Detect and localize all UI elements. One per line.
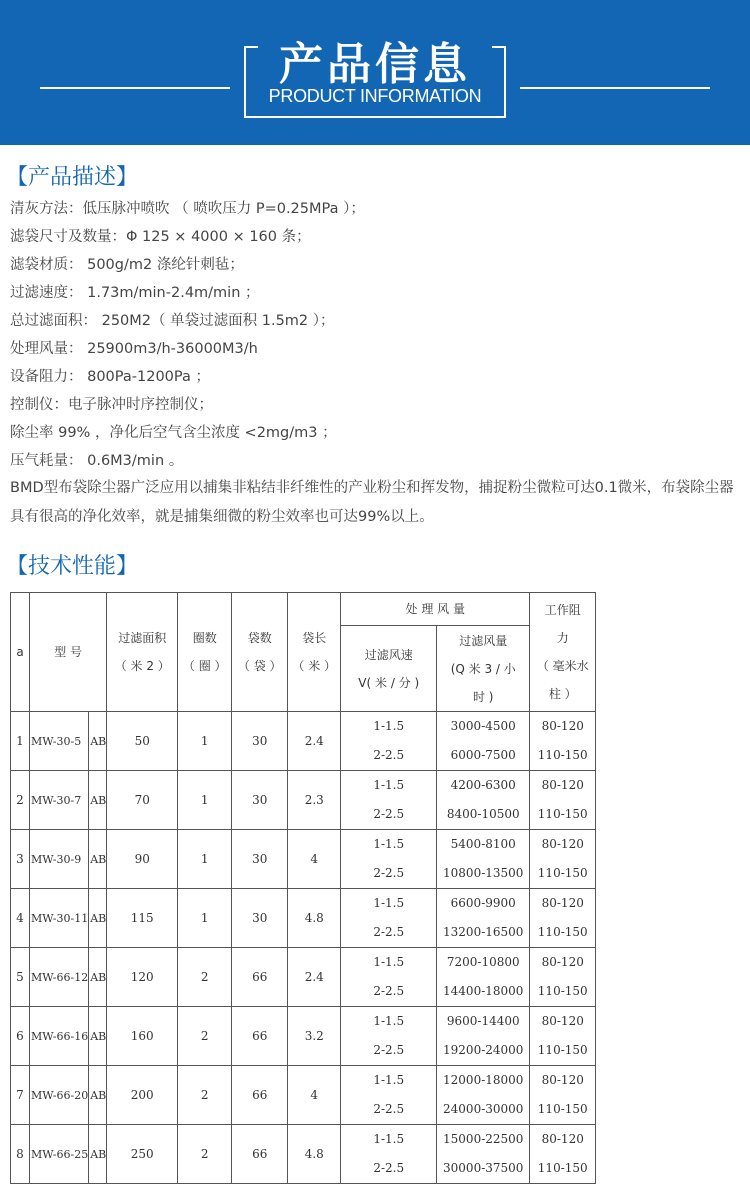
speed-a: 1-1.5 [373,719,405,733]
table-row [11,771,596,830]
header-banner [0,0,750,145]
cell-area: 50 [107,712,178,771]
air-a: 12000-18000 [443,1073,524,1087]
cell-area: 250 [107,1125,178,1184]
desc-line: 滤袋尺寸及数量：Φ 125 × 4000 × 160 条； [10,229,311,245]
speed-b: 2-2.5 [373,748,405,762]
cell-index: 4 [11,889,30,948]
header-area-line1: 过滤面积 [118,631,167,645]
spec-table [10,592,596,1184]
air-b: 8400-10500 [446,807,520,821]
header-air-line2: (Q 米 3 / 小 [450,661,516,676]
air-b: 10800-13500 [443,866,524,880]
cell-length: 4.8 [288,1125,341,1184]
desc-line: 处理风量： 25900m3/h-36000M3/h [10,341,258,357]
cell-length: 4.8 [288,889,341,948]
cell-rings: 1 [178,830,232,889]
desc-line: 滤袋材质： 500g/m2 涤纶针刺毡； [10,257,244,273]
header-index: a [11,593,30,712]
cell-airflow [437,1125,530,1184]
cell-length: 2.4 [288,712,341,771]
header-res-line1: 工作阻 [544,603,581,617]
speed-a: 1-1.5 [373,1132,405,1146]
header-speed-line2: V( 米 / 分 ) [358,675,420,690]
cell-area: 120 [107,948,178,1007]
cell-speed [341,1125,437,1184]
cell-area: 90 [107,830,178,889]
table-row [11,1125,596,1184]
cell-speed [341,948,437,1007]
cell-index: 7 [11,1066,30,1125]
res-b: 110-150 [537,984,588,998]
banner-title-cn: 产品信息 [279,39,471,90]
header-bags-line1: 袋数 [247,631,272,645]
description-paragraph: BMD型布袋除尘器广泛应用以捕集非粘结非纤维性的产业粉尘和挥发物，捕捉粉尘微粒可达0.1微米，布袋除尘器具有很高的净化效率，就是捕集细微的粉尘效率也可达99%以上。 [10,480,734,525]
cell-area: 70 [107,771,178,830]
cell-area: 200 [107,1066,178,1125]
cell-rings: 2 [178,1125,232,1184]
air-a: 7200-10800 [446,955,520,969]
cell-airflow [437,948,530,1007]
cell-resistance [530,712,596,771]
cell-bags: 30 [232,771,288,830]
air-b: 19200-24000 [443,1043,524,1057]
speed-a: 1-1.5 [373,837,405,851]
cell-index: 5 [11,948,30,1007]
res-a: 80-120 [541,719,584,733]
description-list [10,195,745,475]
res-b: 110-150 [537,1102,588,1116]
cell-model-suffix: AB [89,712,107,771]
header-rings-line1: 圈数 [192,631,217,645]
res-a: 80-120 [541,837,584,851]
speed-b: 2-2.5 [373,866,405,880]
cell-speed [341,771,437,830]
cell-resistance [530,948,596,1007]
table-row [11,712,596,771]
header-length-line1: 袋长 [302,631,327,645]
cell-index: 1 [11,712,30,771]
cell-model: MW-30-7 [30,771,89,830]
cell-length: 4 [288,1066,341,1125]
cell-model-suffix: AB [89,1125,107,1184]
cell-length: 4 [288,830,341,889]
res-b: 110-150 [537,925,588,939]
cell-resistance [530,1007,596,1066]
cell-length: 2.4 [288,948,341,1007]
header-area [107,593,178,712]
banner-right-rule [520,87,710,89]
cell-index: 3 [11,830,30,889]
header-air-line1: 过滤风量 [459,633,508,648]
speed-a: 1-1.5 [373,1014,405,1028]
cell-model-suffix: AB [89,948,107,1007]
air-a: 15000-22500 [443,1132,524,1146]
cell-bags: 66 [232,1125,288,1184]
res-a: 80-120 [541,1014,584,1028]
cell-model: MW-66-25 [30,1125,89,1184]
cell-bags: 30 [232,889,288,948]
cell-rings: 1 [178,771,232,830]
air-b: 6000-7500 [450,748,516,762]
cell-speed [341,1007,437,1066]
desc-line: 清灰方法：低压脉冲喷吹 （ 喷吹压力 P=0.25MPa ）； [10,201,365,217]
res-a: 80-120 [541,1073,584,1087]
air-a: 3000-4500 [450,719,516,733]
air-a: 9600-14400 [446,1014,520,1028]
res-a: 80-120 [541,778,584,792]
res-a: 80-120 [541,896,584,910]
res-a: 80-120 [541,1132,584,1146]
cell-airflow [437,712,530,771]
cell-resistance [530,1125,596,1184]
cell-model-suffix: AB [89,771,107,830]
cell-bags: 66 [232,1066,288,1125]
cell-area: 160 [107,1007,178,1066]
section-heading-description: 【产品描述】 [6,165,139,190]
table-row [11,948,596,1007]
cell-speed [341,1066,437,1125]
table-row [11,1066,596,1125]
cell-resistance [530,771,596,830]
header-area-line2: （ 米 2 ） [114,659,170,673]
cell-model-suffix: AB [89,1007,107,1066]
res-b: 110-150 [537,748,588,762]
res-a: 80-120 [541,955,584,969]
header-res-line2: 力 [556,631,569,645]
header-res-line3: （ 毫米水 [536,659,589,673]
cell-airflow [437,1066,530,1125]
speed-a: 1-1.5 [373,1073,405,1087]
cell-rings: 2 [178,1007,232,1066]
air-b: 24000-30000 [443,1102,524,1116]
header-bags-line2: （ 袋 ） [237,659,282,673]
cell-model-suffix: AB [89,830,107,889]
header-flow-group: 处 理 风 量 [341,593,530,626]
cell-bags: 30 [232,712,288,771]
res-b: 110-150 [537,1161,588,1175]
cell-model: MW-66-12 [30,948,89,1007]
speed-b: 2-2.5 [373,1043,405,1057]
header-resistance [530,593,596,712]
cell-model: MW-66-16 [30,1007,89,1066]
cell-bags: 30 [232,830,288,889]
speed-b: 2-2.5 [373,1102,405,1116]
cell-resistance [530,1066,596,1125]
res-b: 110-150 [537,866,588,880]
header-rings [178,593,232,712]
header-length-line2: （ 米 ） [292,659,337,673]
cell-rings: 2 [178,948,232,1007]
air-b: 14400-18000 [443,984,524,998]
cell-bags: 66 [232,948,288,1007]
cell-model-suffix: AB [89,1066,107,1125]
cell-rings: 1 [178,889,232,948]
desc-line: 过滤速度： 1.73m/min-2.4m/min ； [10,285,260,301]
cell-index: 2 [11,771,30,830]
header-model: 型 号 [30,593,107,712]
header-length [288,593,341,712]
table-row [11,1007,596,1066]
speed-b: 2-2.5 [373,925,405,939]
table-row [11,889,596,948]
header-speed [341,626,437,712]
cell-model: MW-30-5 [30,712,89,771]
desc-line: 控制仪：电子脉冲时序控制仪； [10,397,213,413]
cell-model-suffix: AB [89,889,107,948]
cell-speed [341,712,437,771]
cell-airflow [437,889,530,948]
cell-airflow [437,1007,530,1066]
banner-left-rule [40,87,230,89]
speed-a: 1-1.5 [373,896,405,910]
res-b: 110-150 [537,1043,588,1057]
cell-length: 2.3 [288,771,341,830]
cell-resistance [530,830,596,889]
air-b: 30000-37500 [443,1161,524,1175]
air-b: 13200-16500 [443,925,524,939]
desc-line: 压气耗量： 0.6M3/min 。 [10,453,184,469]
speed-b: 2-2.5 [373,807,405,821]
cell-model: MW-30-11 [30,889,89,948]
header-air-line3: 时 ) [472,689,494,704]
cell-resistance [530,889,596,948]
cell-length: 3.2 [288,1007,341,1066]
speed-b: 2-2.5 [373,1161,405,1175]
header-airflow [437,626,530,712]
res-b: 110-150 [537,807,588,821]
cell-model: MW-66-20 [30,1066,89,1125]
cell-rings: 2 [178,1066,232,1125]
desc-line: 设备阻力： 800Pa-1200Pa ； [10,369,210,385]
cell-model: MW-30-9 [30,830,89,889]
speed-a: 1-1.5 [373,778,405,792]
cell-airflow [437,771,530,830]
cell-bags: 66 [232,1007,288,1066]
header-bags [232,593,288,712]
header-res-line4: 柱 ） [548,687,577,701]
cell-index: 8 [11,1125,30,1184]
desc-line: 总过滤面积： 250M2（ 单袋过滤面积 1.5m2 ）； [10,313,335,329]
section-heading-tech: 【技术性能】 [6,554,139,579]
cell-area: 115 [107,889,178,948]
speed-a: 1-1.5 [373,955,405,969]
speed-b: 2-2.5 [373,984,405,998]
banner-title-en: PRODUCT INFORMATION [268,86,482,106]
desc-line: 除尘率 99% ，净化后空气含尘浓度 <2mg/m3 ； [10,425,337,441]
table-row [11,830,596,889]
air-a: 4200-6300 [450,778,516,792]
header-rings-line2: （ 圈 ） [182,659,227,673]
air-a: 6600-9900 [450,896,516,910]
cell-rings: 1 [178,712,232,771]
header-speed-line1: 过滤风速 [364,647,413,662]
air-a: 5400-8100 [450,837,516,851]
cell-speed [341,830,437,889]
cell-speed [341,889,437,948]
cell-airflow [437,830,530,889]
cell-index: 6 [11,1007,30,1066]
